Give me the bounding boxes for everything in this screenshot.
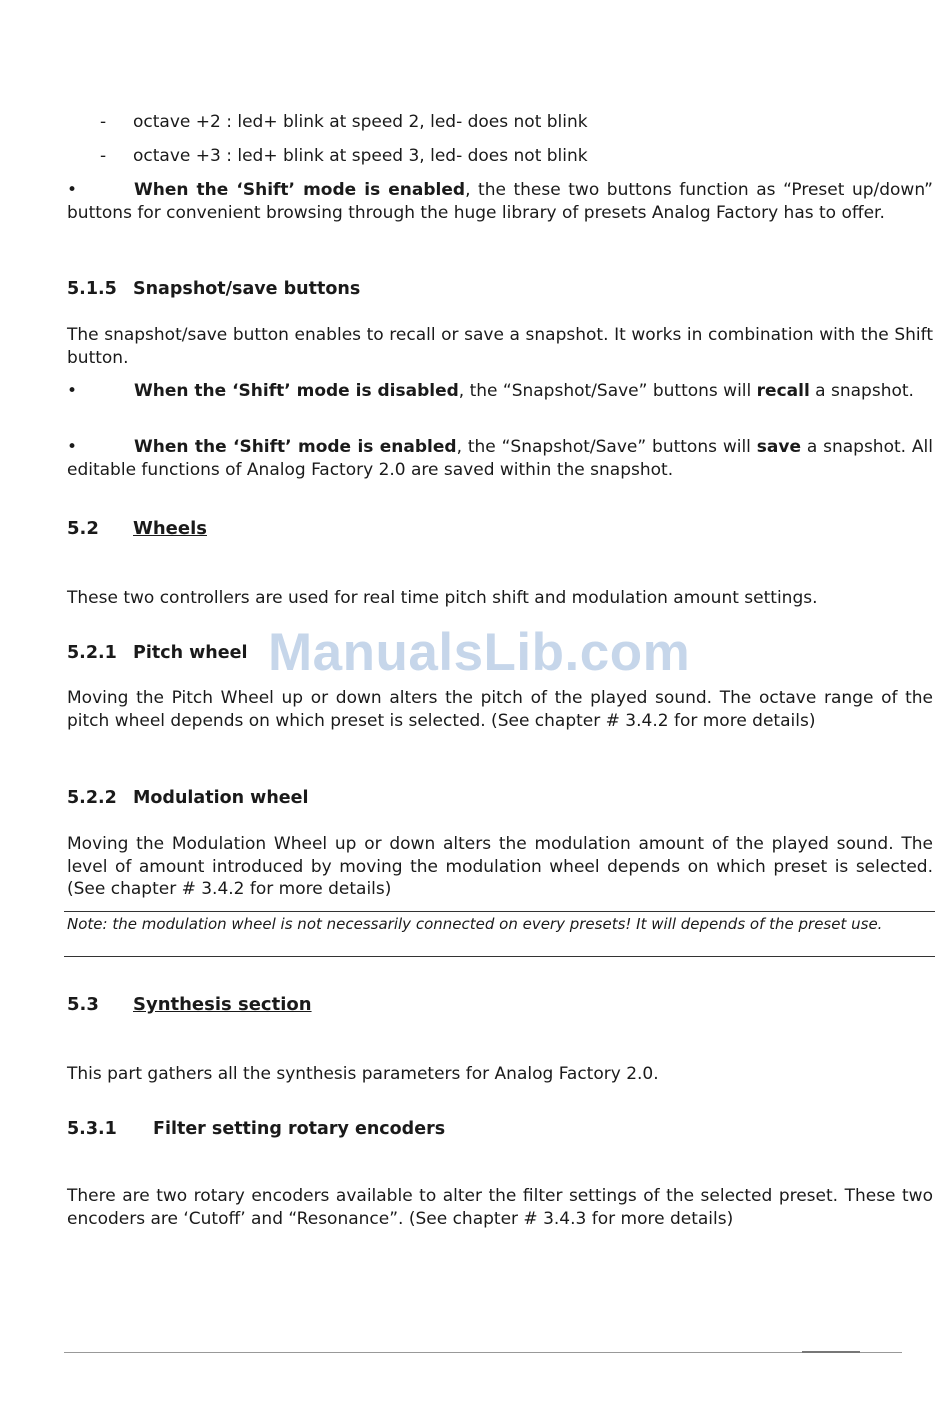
bullet-text: , the “Snapshot/Save” buttons will [458,381,757,401]
heading-title: Pitch wheel [133,643,248,663]
list-dash: - [100,112,107,132]
heading-5-3 [67,994,312,1015]
paragraph-wheels-intro: These two controllers are used for real time pitch shift and modulation amount settings. [67,588,818,608]
heading-title: Modulation wheel [133,788,309,808]
paragraph-modulation-wheel: Moving the Modulation Wheel up or down alters the modulation amount of the played sound. The level of amount introduced by moving the modulation wheel depends on which preset is selected. (See chapter # 3.4.2 for more details) [67,834,933,899]
note-text: Note: the modulation wheel is not necessarily connected on every presets! It will depends of the preset use. [67,915,883,933]
bullet-bold-lead: When the ‘Shift’ mode is enabled [134,180,466,200]
bullet-mark: • [67,381,78,401]
bullet-bold-keyword: recall [756,381,810,401]
heading-number: 5.2 [67,518,99,539]
watermark-logo: ManualsLib.com [268,623,691,682]
list-item [100,111,588,133]
list-item-text: octave +2 : led+ blink at speed 2, led- does not blink [133,112,588,132]
paragraph-synthesis-intro: This part gathers all the synthesis parameters for Analog Factory 2.0. [67,1064,659,1084]
heading-number: 5.2.2 [67,788,117,808]
heading-number: 5.2.1 [67,643,117,663]
bullet-shift-enabled-preset [67,179,933,224]
bullet-text: , the “Snapshot/Save” buttons will [456,437,757,457]
heading-number: 5.3.1 [67,1119,117,1139]
footer-mark [802,1351,860,1353]
heading-title: Synthesis section [133,994,312,1015]
bullet-mark: • [67,437,78,457]
heading-5-2 [67,518,207,539]
paragraph-pitch-wheel: Moving the Pitch Wheel up or down alters the pitch of the played sound. The octave range of the pitch wheel depends on which preset is selected. (See chapter # 3.4.2 for more details) [67,688,933,731]
bullet-text-end: a snapshot. [809,381,914,401]
heading-5-2-2 [67,788,309,808]
heading-title: Filter setting rotary encoders [153,1119,446,1139]
heading-title: Snapshot/save buttons [133,279,361,299]
paragraph-filter-encoders: There are two rotary encoders available to alter the filter settings of the selected preset. These two encoders are ‘Cutoff’ and “Resonance”. (See chapter # 3.4.3 for more details) [67,1186,933,1229]
heading-number: 5.1.5 [67,279,117,299]
bullet-text: , the these two buttons function as “Preset up/down” buttons for convenient browsing through the huge library of presets Analog Factory has to offer. [67,180,933,223]
list-item-text: octave +3 : led+ blink at speed 3, led- does not blink [133,146,588,166]
bullet-bold-keyword: save [756,437,801,457]
list-dash: - [100,146,107,166]
bullet-shift-enabled-save [67,436,933,481]
bullet-mark: • [67,180,78,200]
paragraph-snapshot-intro: The snapshot/save button enables to recall or save a snapshot. It works in combination with the Shift button. [67,325,933,368]
heading-title: Wheels [133,518,207,539]
heading-5-3-1 [67,1119,445,1139]
heading-number: 5.3 [67,994,99,1015]
bullet-bold-lead: When the ‘Shift’ mode is disabled [134,381,459,401]
note-box [64,911,935,957]
footer-rule [64,1352,902,1353]
bullet-shift-disabled [67,380,933,403]
list-item [100,145,588,167]
bullet-text-end: a snapshot. All editable functions of Analog Factory 2.0 are saved within the snapshot. [67,437,933,480]
heading-5-2-1 [67,643,247,663]
bullet-bold-lead: When the ‘Shift’ mode is enabled [134,437,457,457]
heading-5-1-5 [67,279,360,299]
